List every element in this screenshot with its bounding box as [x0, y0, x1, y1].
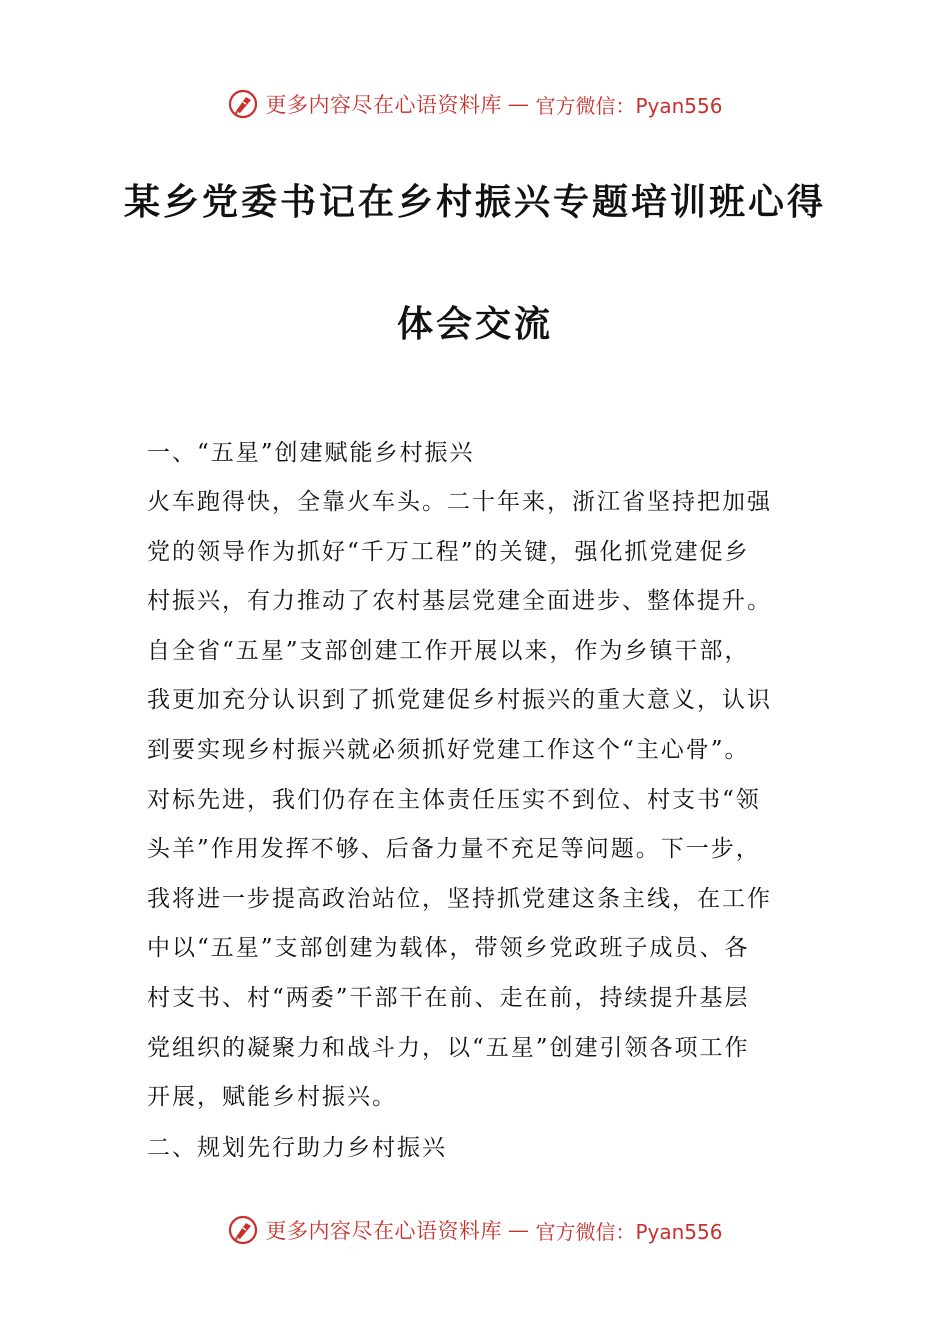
- watermark-banner-bottom: [0, 1210, 950, 1250]
- paragraph-line: 到要实现乡村振兴就必须抓好党建工作这个“主心骨”。: [147, 736, 750, 763]
- paragraph-line: 我更加充分认识到了抓党建促乡村振兴的重大意义，认识: [147, 687, 772, 714]
- paragraph-line: 自全省“五星”支部创建工作开展以来，作为乡镇干部，: [147, 637, 750, 664]
- document-title-line-2: 体会交流: [396, 303, 553, 345]
- watermark-contact: 官方微信：Pyan556: [535, 1219, 723, 1244]
- paragraph-line: 对标先进，我们仍存在主体责任压实不到位、村支书“领: [147, 786, 761, 813]
- watermark-brand: 更多内容尽在心语资料库: [265, 1219, 502, 1243]
- paragraph-line: 村振兴，有力推动了农村基层党建全面进步、整体提升。: [147, 588, 772, 615]
- document-title-line-1: 某乡党委书记在乡村振兴专题培训班心得: [123, 181, 826, 223]
- section-paragraph-1: [147, 478, 807, 1123]
- watermark-contact: 官方微信：Pyan556: [535, 93, 723, 118]
- paragraph-line: 党的领导作为抓好“千万工程”的关键，强化抓党建促乡: [147, 538, 750, 565]
- watermark-banner-top: [0, 84, 950, 124]
- paragraph-line: 头羊”作用发挥不够、后备力量不充足等问题。下一步，: [147, 836, 761, 863]
- paragraph-line: 中以“五星”支部创建为载体，带领乡党政班子成员、各: [147, 935, 750, 962]
- watermark-brand: 更多内容尽在心语资料库: [265, 93, 502, 117]
- document-body: [147, 428, 807, 1173]
- paragraph-line: 党组织的凝聚力和战斗力，以“五星”创建引领各项工作: [147, 1034, 750, 1061]
- watermark-separator: —: [507, 1218, 530, 1242]
- section-heading-1: 一、“五星”创建赋能乡村振兴: [147, 440, 475, 466]
- pen-nib-icon: [227, 88, 259, 120]
- paragraph-line: 村支书、村“两委”干部干在前、走在前，持续提升基层: [147, 984, 750, 1011]
- paragraph-line: 开展，赋能乡村振兴。: [147, 1084, 397, 1111]
- watermark-separator: —: [507, 92, 530, 116]
- paragraph-line: 火车跑得快，全靠火车头。二十年来，浙江省坚持把加强: [147, 489, 772, 515]
- section-heading-2: 二、规划先行助力乡村振兴: [147, 1134, 447, 1161]
- paragraph-line: 我将进一步提高政治站位，坚持抓党建这条主线，在工作: [147, 885, 772, 912]
- pen-nib-icon: [227, 1214, 259, 1246]
